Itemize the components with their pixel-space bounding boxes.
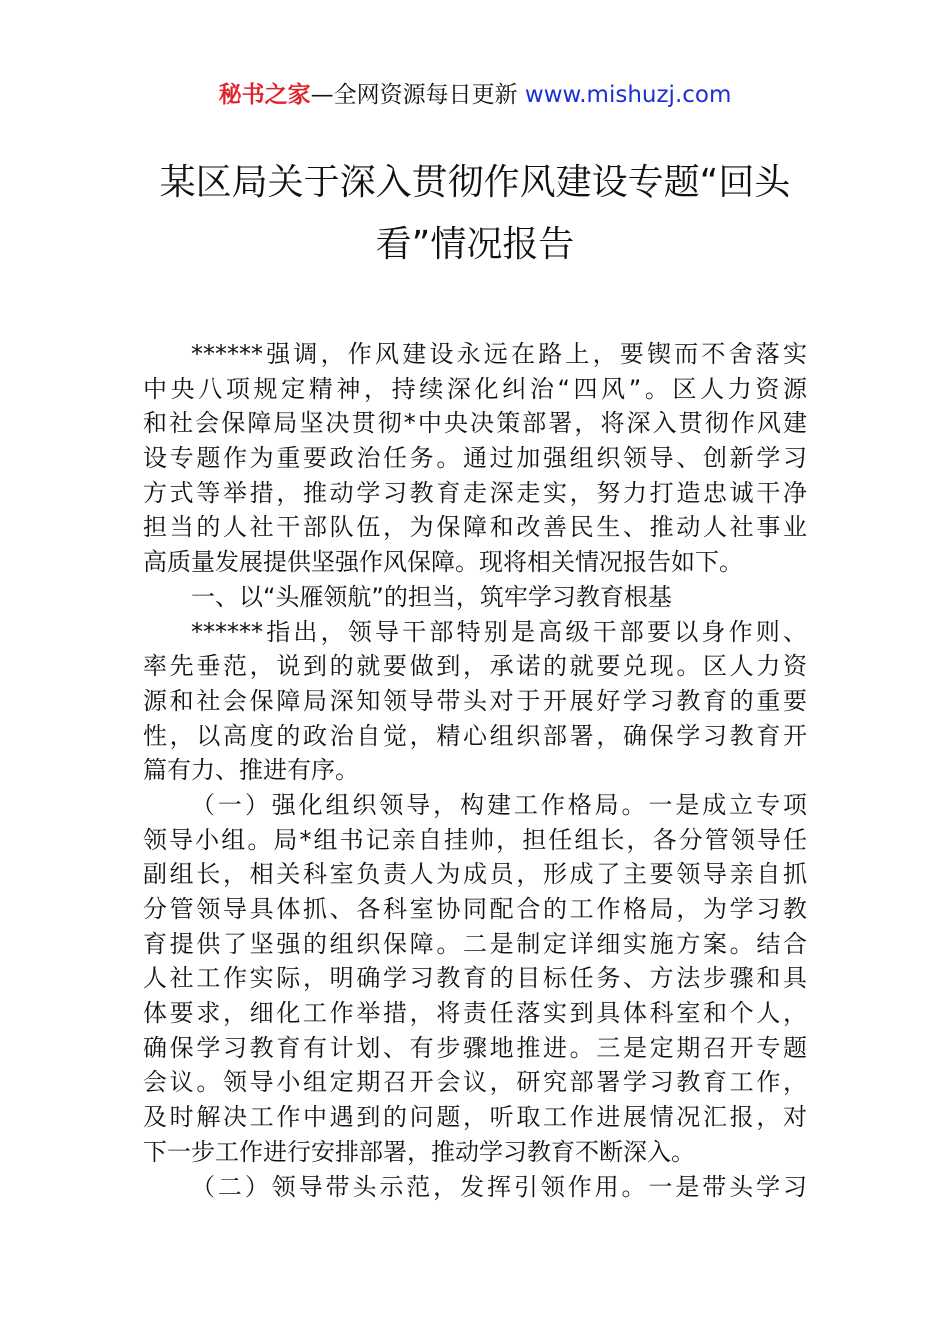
- body-line: 中央八项规定精神，持续深化纠治“四风”。区人力资源: [143, 374, 807, 403]
- section-heading: 一、以“头雁领航”的担当，筑牢学习教育根基: [191, 582, 672, 611]
- body-line: 高质量发展提供坚强作风保障。现将相关情况报告如下。: [143, 548, 743, 577]
- body-line: 担当的人社干部队伍，为保障和改善民生、推动人社事业: [143, 513, 807, 542]
- body-line: 确保学习教育有计划、有步骤地推进。三是定期召开专题: [143, 1033, 807, 1062]
- body-line: 篇有力、推进有序。: [143, 756, 359, 785]
- brand-name: 秘书之家: [218, 82, 311, 108]
- body-line: 及时解决工作中遇到的问题，听取工作进展情况汇报，对: [143, 1103, 807, 1132]
- document-title: [140, 152, 810, 276]
- body-line: 和社会保障局坚决贯彻*中央决策部署，将深入贯彻作风建: [143, 409, 807, 438]
- site-url-link[interactable]: www.mishuzj.com: [524, 82, 732, 108]
- body-line: ******强调，作风建设永远在路上，要锲而不舍落实: [191, 340, 807, 368]
- body-line: 下一步工作进行安排部署，推动学习教育不断深入。: [143, 1137, 695, 1166]
- document-body: [143, 337, 807, 1204]
- body-line: 源和社会保障局深知领导带头对于开展好学习教育的重要: [143, 686, 807, 715]
- site-header: [0, 78, 950, 112]
- body-line: 育提供了坚强的组织保障。二是制定详细实施方案。结合: [143, 929, 807, 958]
- title-line-2: 看”情况报告: [375, 224, 575, 265]
- body-line: 体要求，细化工作举措，将责任落实到具体科室和个人，: [143, 999, 807, 1028]
- body-line: 设专题作为重要政治任务。通过加强组织领导、创新学习: [143, 444, 807, 473]
- body-line: 率先垂范，说到的就要做到，承诺的就要兑现。区人力资: [143, 652, 807, 681]
- body-line: 性，以高度的政治自觉，精心组织部署，确保学习教育开: [143, 721, 807, 750]
- subsection-line: （一）强化组织领导，构建工作格局。一是成立专项: [191, 790, 807, 819]
- body-line: 方式等举措，推动学习教育走深走实，努力打造忠诚干净: [143, 478, 807, 507]
- header-tagline: —全网资源每日更新: [310, 82, 525, 108]
- title-line-1: 某区局关于深入贯彻作风建设专题“回头: [159, 162, 791, 203]
- body-line: 会议。领导小组定期召开会议，研究部署学习教育工作，: [143, 1068, 807, 1097]
- body-line: 副组长，相关科室负责人为成员，形成了主要领导亲自抓: [143, 860, 807, 889]
- body-line: 人社工作实际，明确学习教育的目标任务、方法步骤和具: [143, 964, 807, 993]
- body-line: 分管领导具体抓、各科室协同配合的工作格局，为学习教: [143, 895, 807, 923]
- body-line: 领导小组。局*组书记亲自挂帅，担任组长，各分管领导任: [143, 825, 807, 854]
- subsection-line: （二）领导带头示范，发挥引领作用。一是带头学习: [191, 1172, 807, 1201]
- body-line: ******指出，领导干部特别是高级干部要以身作则、: [191, 617, 807, 646]
